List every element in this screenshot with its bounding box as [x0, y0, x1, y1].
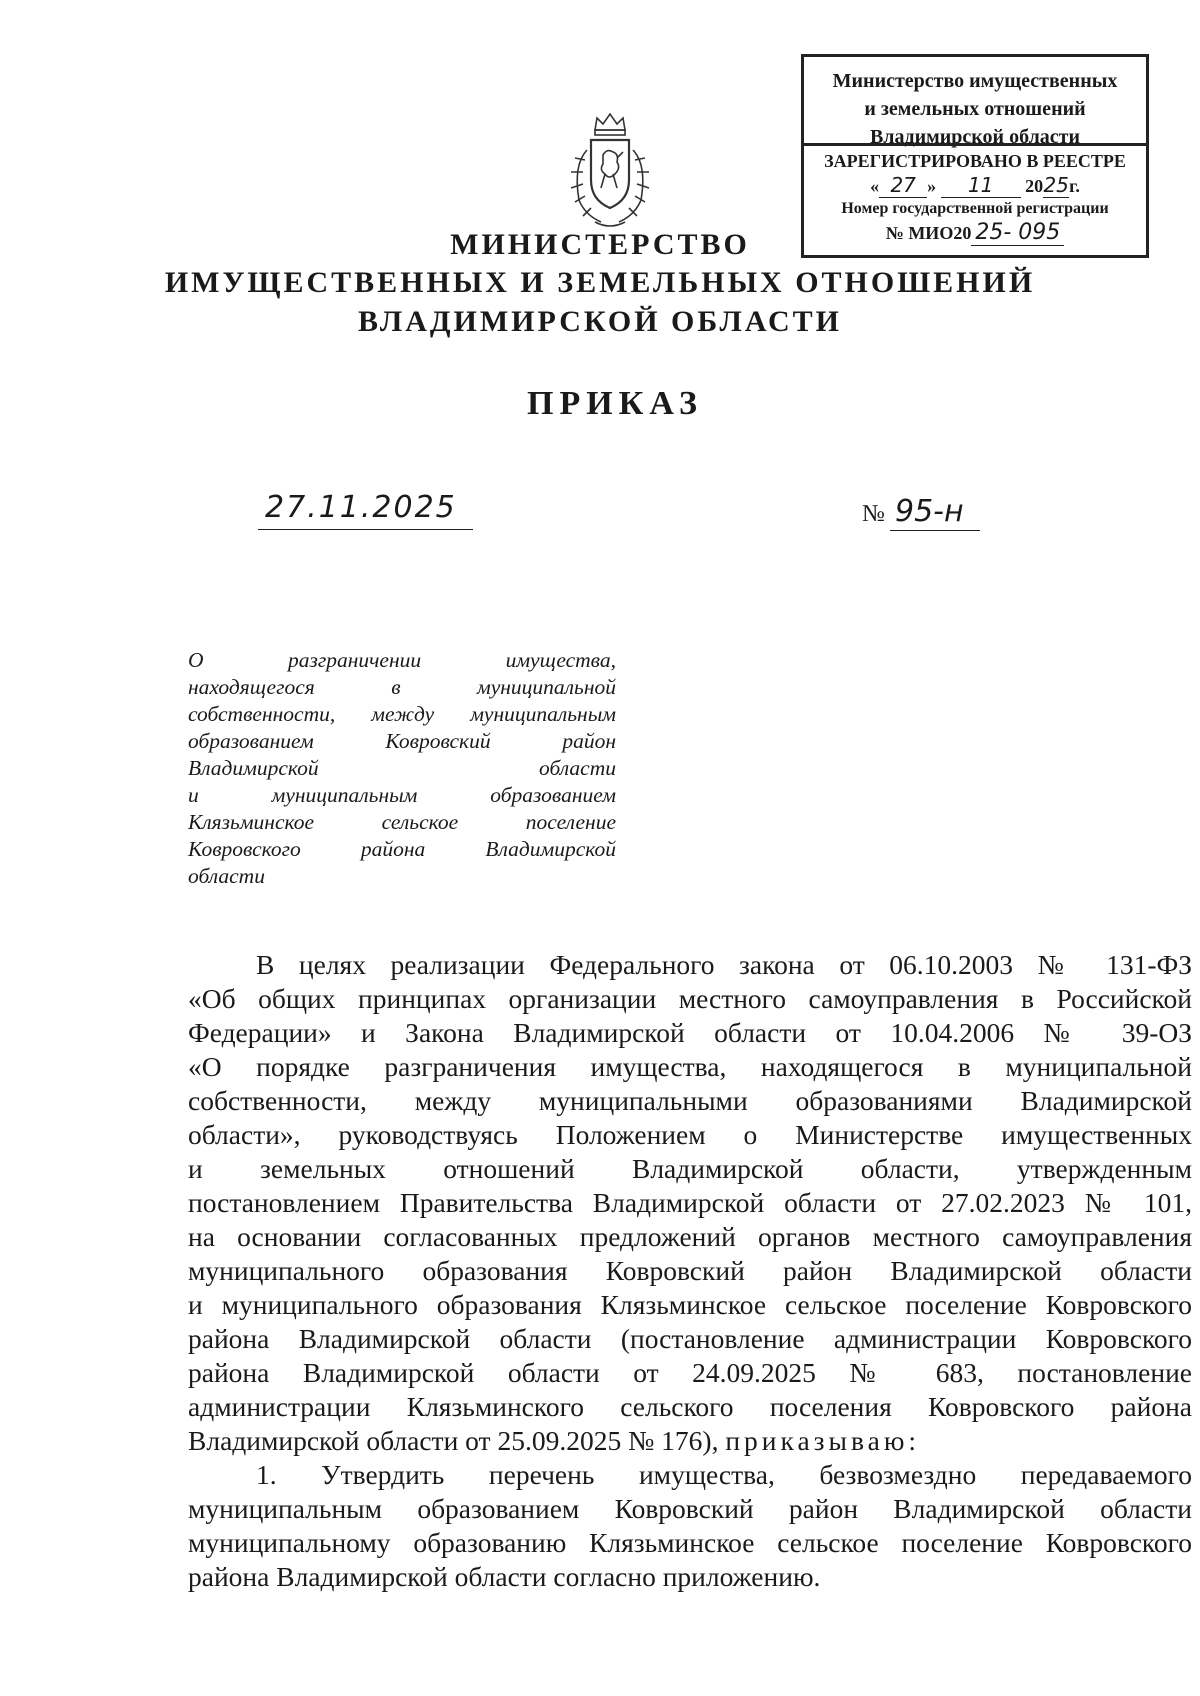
item-line: района Владимирской области согласно приложению. [188, 1561, 821, 1592]
body-line-last [188, 1424, 1192, 1458]
date-close-quote: » [927, 176, 937, 196]
body-line: муниципального образования Ковровский район Владимирской области [188, 1255, 1192, 1286]
ministry-name-line-3: ВЛАДИМИРСКОЙ ОБЛАСТИ [358, 305, 842, 338]
item-line: 1. Утвердить перечень имущества, безвозмездно передаваемого [256, 1459, 1192, 1490]
stamp-regnum-handwritten: 25- 095 [971, 221, 1064, 246]
subject-line: образованием Ковровский район [188, 729, 616, 753]
stamp-day-handwritten: 27 [879, 173, 927, 198]
body-line: области», руководствуясь Положением о Министерстве имущественных [188, 1119, 1192, 1150]
ministry-name-line-2: ИМУЩЕСТВЕННЫХ И ЗЕМЕЛЬНЫХ ОТНОШЕНИЙ [164, 266, 1036, 299]
subject-line: находящегося в муниципальной [188, 675, 616, 699]
subject-line: и муниципальным образованием [188, 783, 616, 807]
subject-line: Ковровского района Владимирской [188, 837, 616, 861]
body-line: района Владимирской области от 24.09.2025 № 683, постановление [188, 1357, 1192, 1388]
body-line: собственности, между муниципальными образованиями Владимирской [188, 1085, 1192, 1116]
body-last-line-text: Владимирской области от 25.09.2025 № 176), [188, 1425, 726, 1456]
stamp-head-line: и земельных отношений [864, 98, 1086, 120]
stamp-month-handwritten: 11 [941, 173, 1021, 198]
body-line: «Об общих принципах организации местного самоуправления в Российской [188, 983, 1192, 1014]
date-open-quote: « [870, 176, 880, 196]
order-number-sign: № [862, 501, 885, 527]
body-line: и муниципального образования Клязьминское сельское поселение Ковровского [188, 1289, 1192, 1320]
stamp-year-end: г. [1069, 176, 1080, 196]
order-date-handwritten: 27.11.2025 [265, 490, 457, 525]
body-line: и земельных отношений Владимирской области, утвержденным [188, 1153, 1192, 1184]
body-line: администрации Клязьминского сельского поселения Ковровского района [188, 1391, 1192, 1422]
stamp-regnum-label: Номер государственной регистрации [841, 200, 1109, 217]
ministry-name-line-1: МИНИСТЕРСТВО [450, 228, 750, 261]
item-line: муниципальному образованию Клязьминское сельское поселение Ковровского [188, 1527, 1192, 1558]
body-line: «О порядке разграничения имущества, находящегося в муниципальной [188, 1051, 1192, 1082]
order-verb: приказываю: [725, 1425, 921, 1456]
body-line: Федерации» и Закона Владимирской области от 10.04.2006 № 39-ОЗ [188, 1017, 1192, 1048]
stamp-registration-date [804, 173, 1146, 197]
subject-line: Клязьминское сельское поселение [188, 810, 616, 834]
subject-line: области [188, 864, 265, 888]
stamp-head-line: Министерство имущественных [832, 70, 1118, 92]
vladimir-region-coat-of-arms-icon [555, 110, 665, 235]
stamp-head-line: Владимирской области [869, 126, 1081, 148]
subject-line: Владимирской области [188, 756, 616, 780]
body-line: района Владимирской области (постановление администрации Ковровского [188, 1323, 1192, 1354]
document-type-title: ПРИКАЗ [527, 385, 703, 422]
subject-line: собственности, между муниципальным [188, 702, 616, 726]
stamp-year-prefix: 20 [1025, 176, 1044, 196]
stamp-year-handwritten: 25 [1043, 173, 1069, 197]
stamp-regnum-prefix: № МИО20 [885, 223, 972, 243]
stamp-ministry-name [804, 57, 1146, 150]
subject-line: О разграничении имущества, [188, 648, 616, 672]
order-number-underline [890, 530, 980, 531]
stamp-registered-label: ЗАРЕГИСТРИРОВАНО В РЕЕСТРЕ [824, 151, 1126, 171]
order-number-handwritten: 95-н [895, 494, 964, 529]
body-line: постановлением Правительства Владимирской области от 27.02.2023 № 101, [188, 1187, 1192, 1218]
stamp-divider [804, 143, 1146, 146]
body-line: В целях реализации Федерального закона от 06.10.2003 № 131-ФЗ [256, 949, 1192, 980]
item-line: муниципальным образованием Ковровский район Владимирской области [188, 1493, 1192, 1524]
order-date-underline [258, 529, 473, 530]
body-line: на основании согласованных предложений органов местного самоуправления [188, 1221, 1192, 1252]
